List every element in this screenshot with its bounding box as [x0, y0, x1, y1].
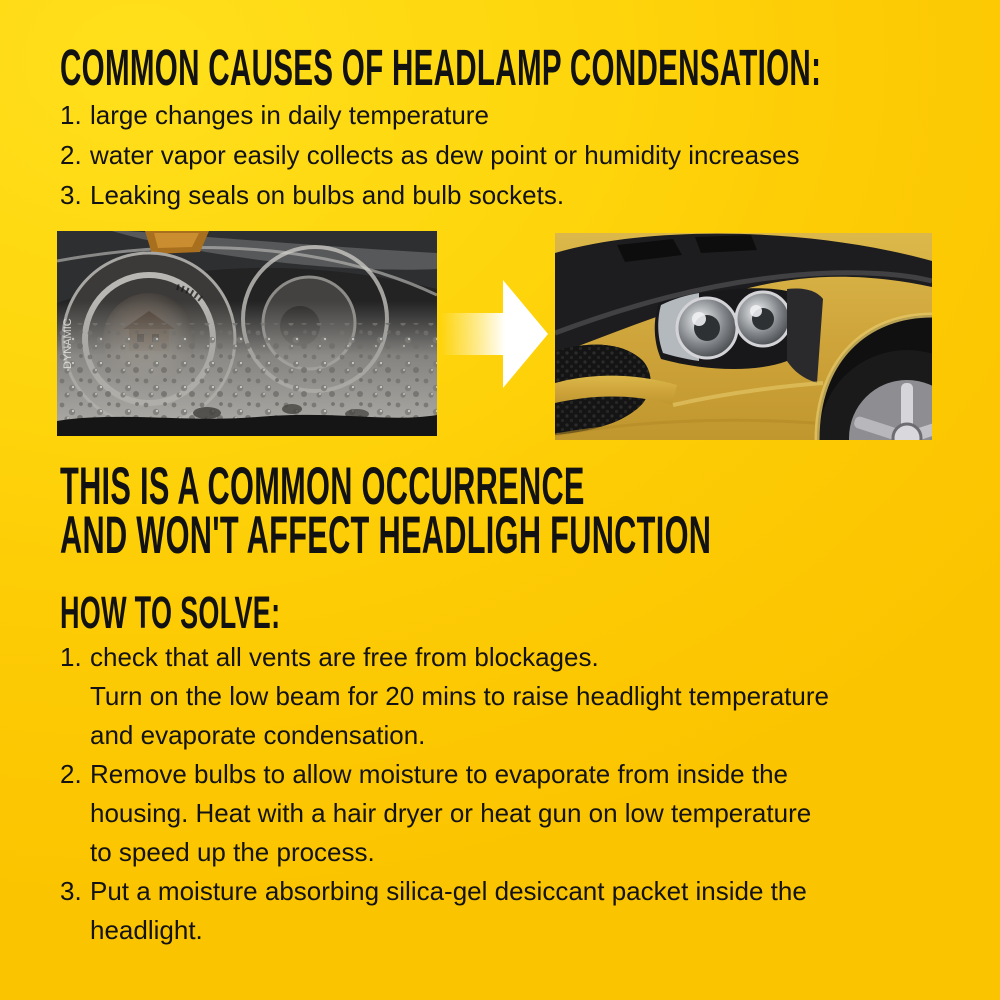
solve-number: 1. [60, 642, 82, 672]
solve-line: housing. Heat with a hair dryer or heat gun on low temperature [90, 798, 812, 828]
solve-text [90, 755, 811, 872]
solve-item [60, 872, 829, 950]
foggy-headlight-photo [57, 231, 437, 436]
solve-number: 3. [60, 876, 82, 906]
statement-heading [60, 457, 1000, 565]
solve-line: Put a moisture absorbing silica-gel desiccant packet inside the [90, 876, 807, 906]
solve-item [60, 638, 829, 755]
cause-item [60, 175, 800, 215]
solve-title-text: HOW TO SOLVE: [60, 587, 281, 638]
cause-text: water vapor easily collects as dew point or humidity increases [90, 140, 800, 170]
statement-line2: AND WON'T AFFECT HEADLIGH FUNCTION [60, 506, 712, 565]
cause-text: Leaking seals on bulbs and bulb sockets. [90, 180, 565, 210]
solve-item [60, 755, 829, 872]
solve-line: Turn on the low beam for 20 mins to raise headlight temperature [90, 681, 829, 711]
solve-line: Remove bulbs to allow moisture to evaporate from inside the [90, 759, 789, 789]
cause-number: 1. [60, 100, 82, 130]
clear-headlight-car-photo [555, 233, 932, 440]
solve-line: headlight. [90, 915, 203, 945]
solve-line: and evaporate condensation. [90, 720, 426, 750]
solve-title [60, 587, 427, 638]
cause-number: 2. [60, 140, 82, 170]
right-arrow-icon [441, 280, 549, 388]
cause-item [60, 95, 800, 135]
solve-line: check that all vents are free from blockages. [90, 642, 599, 672]
causes-title [60, 39, 1000, 96]
causes-title-text: COMMON CAUSES OF HEADLAMP CONDENSATION: [60, 39, 822, 96]
causes-list [60, 95, 800, 215]
solve-list [60, 638, 829, 950]
solve-text [90, 638, 829, 755]
solve-text [90, 872, 807, 950]
solve-number: 2. [60, 759, 82, 789]
cause-number: 3. [60, 180, 82, 210]
photo-watermark: DYNAMIC [62, 318, 74, 369]
solve-line: to speed up the process. [90, 837, 375, 867]
cause-item [60, 135, 800, 175]
statement-line1: THIS IS A COMMON OCCURRENCE [60, 457, 585, 516]
cause-text: large changes in daily temperature [90, 100, 489, 130]
